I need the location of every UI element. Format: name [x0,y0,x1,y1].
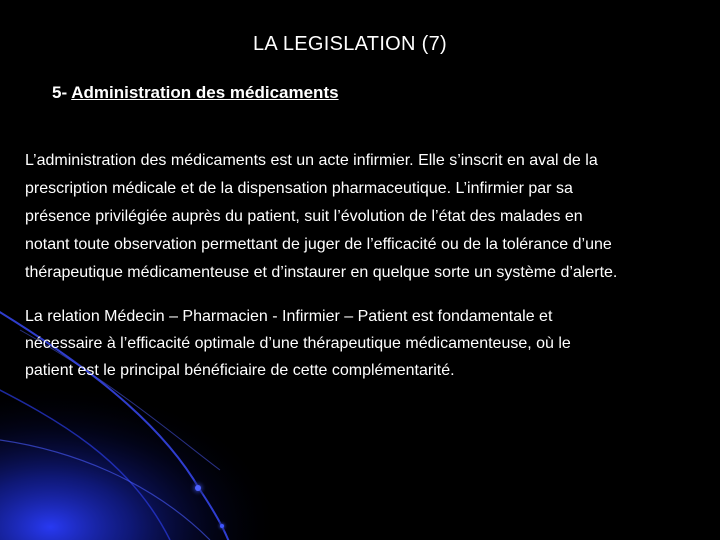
paragraph-line: thérapeutique médicamenteuse et d’instaurer en quelque sorte un système d’alerte. [25,264,618,281]
glow-dot-1-core [195,485,201,491]
paragraph-line: patient est le principal bénéficiaire de cette complémentarité. [25,362,455,379]
section-heading [52,83,339,103]
paragraph-line: notant toute observation permettant de juger de l’efficacité ou de la tolérance d’une [25,236,612,253]
slide-title: LA LEGISLATION (7) [253,33,447,55]
section-number: 5- [52,83,68,102]
paragraph-line: La relation Médecin – Pharmacien - Infirmier – Patient est fondamentale et [25,308,553,325]
paragraph-line: nécessaire à l’efficacité optimale d’une thérapeutique médicamenteuse, où le [25,335,571,352]
glow-dot-2-core [220,524,224,528]
paragraph-administration [25,147,705,287]
paragraph-line: L’administration des médicaments est un acte infirmier. Elle s’inscrit en aval de la [25,152,598,169]
paragraph-line: présence privilégiée auprès du patient, suit l’évolution de l’état des malades en [25,208,583,225]
paragraph-relation [25,303,705,384]
paragraph-line: prescription médicale et de la dispensation pharmaceutique. L’infirmier par sa [25,180,573,197]
section-heading-text: Administration des médicaments [71,83,339,102]
